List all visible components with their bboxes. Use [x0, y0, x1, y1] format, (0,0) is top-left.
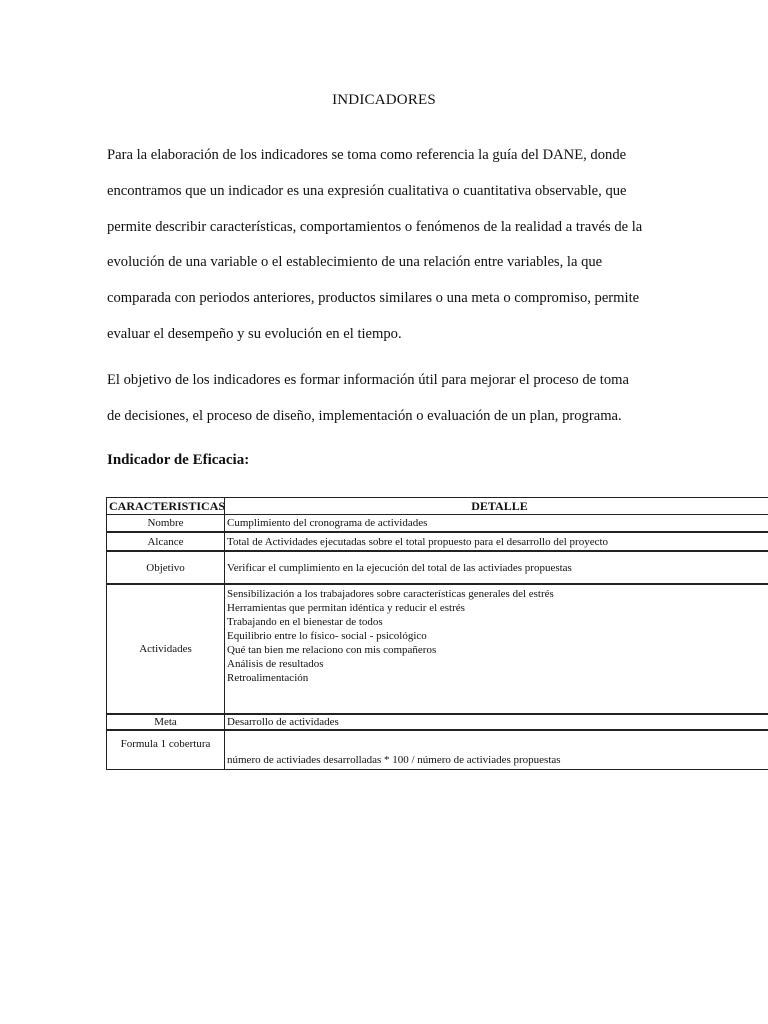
section-heading: Indicador de Eficacia:	[107, 452, 250, 468]
row-label-actividades: Actividades	[107, 584, 225, 714]
row-value-nombre: Cumplimiento del cronograma de actividades	[225, 515, 768, 533]
table-row	[107, 515, 768, 533]
intro-paragraph	[107, 145, 677, 360]
paragraph-line: encontramos que un indicador es una expresión cualitativa o cuantitativa observable, que	[107, 182, 627, 199]
paragraph-line: evolución de una variable o el establecimiento de una relación entre variables, la que	[107, 254, 603, 271]
paragraph-line: evaluar el desempeño y su evolución en el tiempo.	[107, 325, 402, 342]
activity-item: Trabajando en el bienestar de todos	[227, 616, 383, 628]
paragraph-line: permite describir características, comportamientos o fenómenos de la realidad a través de la	[107, 218, 643, 235]
indicator-table	[106, 497, 768, 770]
table-header-row	[107, 498, 768, 515]
row-value-objetivo: Verificar el cumplimiento en la ejecución del total de las activiades propuestas	[225, 551, 768, 584]
table-row	[107, 714, 768, 730]
table-row	[107, 584, 768, 714]
row-value-formula: número de activiades desarrolladas * 100 / número de activiades propuestas	[225, 730, 768, 770]
paragraph-line: Para la elaboración de los indicadores se toma como referencia la guía del DANE, donde	[107, 147, 627, 163]
column-header-caracteristicas: CARACTERISTICAS	[107, 498, 225, 515]
table-row	[107, 551, 768, 584]
activity-item: Análisis de resultados	[227, 658, 324, 670]
row-value-alcance: Total de Actividades ejecutadas sobre el total propuesto para el desarrollo del proyecto	[225, 532, 768, 551]
paragraph-line: comparada con periodos anteriores, productos similares o una meta o compromiso, permite	[107, 290, 640, 307]
activity-item: Qué tan bien me relaciono con mis compañeros	[227, 644, 437, 656]
objective-paragraph	[107, 370, 677, 442]
page-title: INDICADORES	[332, 92, 436, 108]
activity-item: Sensibilización a los trabajadores sobre características generales del estrés	[227, 588, 554, 600]
activity-item: Retroalimentación	[227, 672, 309, 684]
row-label-alcance: Alcance	[107, 532, 225, 551]
paragraph-line: El objetivo de los indicadores es formar información útil para mejorar el proceso de toma	[107, 372, 629, 388]
paragraph-line: de decisiones, el proceso de diseño, implementación o evaluación de un plan, programa.	[107, 407, 622, 424]
activities-list	[225, 584, 768, 714]
row-label-nombre: Nombre	[107, 515, 225, 533]
activity-item: Equilibrio entre lo físico- social - psicológico	[227, 630, 427, 642]
table-row	[107, 730, 768, 770]
row-value-meta: Desarrollo de actividades	[225, 714, 768, 730]
column-header-detalle: DETALLE	[225, 498, 768, 515]
activity-item: Herramientas que permitan idéntica y reducir el estrés	[227, 602, 465, 614]
table-row	[107, 532, 768, 551]
row-label-meta: Meta	[107, 714, 225, 730]
row-label-objetivo: Objetivo	[107, 551, 225, 584]
row-label-formula: Formula 1 cobertura	[107, 730, 225, 770]
